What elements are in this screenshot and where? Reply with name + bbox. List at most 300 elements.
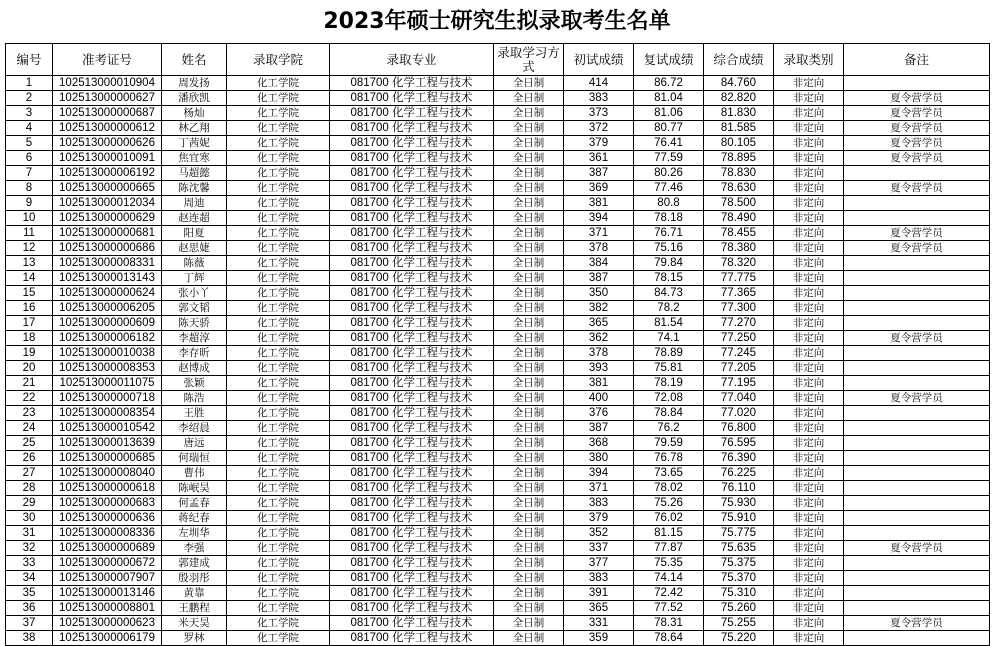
cell-major: 081700 化学工程与技术 (330, 151, 494, 166)
cell-remarks (844, 571, 990, 586)
cell-major: 081700 化学工程与技术 (330, 451, 494, 466)
cell-major: 081700 化学工程与技术 (330, 211, 494, 226)
cell-total-score: 78.490 (704, 211, 774, 226)
header-initial-score: 初试成绩 (564, 44, 634, 76)
cell-name: 焦宜寒 (162, 151, 227, 166)
cell-study-mode: 全日制 (494, 241, 564, 256)
header-index: 编号 (6, 44, 53, 76)
cell-study-mode: 全日制 (494, 271, 564, 286)
cell-exam-id: 102513000013143 (53, 271, 162, 286)
cell-exam-id: 102513000010038 (53, 346, 162, 361)
table-row (6, 271, 990, 286)
cell-college: 化工学院 (227, 151, 330, 166)
table-row (6, 406, 990, 421)
cell-index: 17 (6, 316, 53, 331)
cell-study-mode: 全日制 (494, 196, 564, 211)
cell-total-score: 77.205 (704, 361, 774, 376)
cell-study-mode: 全日制 (494, 331, 564, 346)
cell-college: 化工学院 (227, 241, 330, 256)
cell-retest-score: 78.2 (634, 301, 704, 316)
cell-major: 081700 化学工程与技术 (330, 481, 494, 496)
cell-exam-id: 102513000000627 (53, 91, 162, 106)
cell-remarks (844, 166, 990, 181)
cell-study-mode: 全日制 (494, 106, 564, 121)
cell-remarks: 夏令营学员 (844, 181, 990, 196)
cell-admission-type: 非定向 (774, 331, 844, 346)
table-body (6, 76, 990, 646)
cell-total-score: 76.110 (704, 481, 774, 496)
cell-name: 黄靠 (162, 586, 227, 601)
table-row (6, 166, 990, 181)
cell-remarks (844, 481, 990, 496)
cell-remarks: 夏令营学员 (844, 121, 990, 136)
cell-remarks (844, 301, 990, 316)
cell-college: 化工学院 (227, 91, 330, 106)
table-row (6, 121, 990, 136)
admission-table (5, 43, 990, 646)
cell-index: 28 (6, 481, 53, 496)
cell-retest-score: 75.81 (634, 361, 704, 376)
cell-remarks (844, 361, 990, 376)
cell-name: 何瑞恒 (162, 451, 227, 466)
cell-exam-id: 102513000000609 (53, 316, 162, 331)
cell-college: 化工学院 (227, 616, 330, 631)
cell-name: 陈沈馨 (162, 181, 227, 196)
cell-study-mode: 全日制 (494, 631, 564, 646)
cell-major: 081700 化学工程与技术 (330, 241, 494, 256)
cell-college: 化工学院 (227, 406, 330, 421)
cell-college: 化工学院 (227, 526, 330, 541)
header-major: 录取专业 (330, 44, 494, 76)
cell-initial-score: 378 (564, 241, 634, 256)
cell-name: 赵思婕 (162, 241, 227, 256)
cell-retest-score: 78.18 (634, 211, 704, 226)
cell-major: 081700 化学工程与技术 (330, 166, 494, 181)
cell-name: 丁茜妮 (162, 136, 227, 151)
table-row (6, 571, 990, 586)
cell-retest-score: 76.02 (634, 511, 704, 526)
cell-retest-score: 75.16 (634, 241, 704, 256)
cell-total-score: 84.760 (704, 76, 774, 91)
cell-total-score: 78.830 (704, 166, 774, 181)
cell-retest-score: 72.42 (634, 586, 704, 601)
cell-remarks (844, 466, 990, 481)
cell-admission-type: 非定向 (774, 181, 844, 196)
cell-name: 赵博成 (162, 361, 227, 376)
cell-retest-score: 81.06 (634, 106, 704, 121)
table-row (6, 151, 990, 166)
cell-admission-type: 非定向 (774, 421, 844, 436)
cell-college: 化工学院 (227, 361, 330, 376)
cell-exam-id: 102513000006179 (53, 631, 162, 646)
cell-remarks (844, 316, 990, 331)
cell-total-score: 77.365 (704, 286, 774, 301)
cell-name: 殷羽彤 (162, 571, 227, 586)
table-row (6, 511, 990, 526)
cell-index: 9 (6, 196, 53, 211)
cell-college: 化工学院 (227, 286, 330, 301)
table-row (6, 226, 990, 241)
cell-total-score: 77.775 (704, 271, 774, 286)
cell-index: 6 (6, 151, 53, 166)
table-row (6, 421, 990, 436)
cell-college: 化工学院 (227, 511, 330, 526)
cell-study-mode: 全日制 (494, 76, 564, 91)
cell-college: 化工学院 (227, 571, 330, 586)
cell-admission-type: 非定向 (774, 316, 844, 331)
cell-exam-id: 102513000013639 (53, 436, 162, 451)
cell-admission-type: 非定向 (774, 466, 844, 481)
cell-college: 化工学院 (227, 496, 330, 511)
cell-study-mode: 全日制 (494, 616, 564, 631)
cell-exam-id: 102513000007907 (53, 571, 162, 586)
cell-total-score: 78.455 (704, 226, 774, 241)
cell-initial-score: 371 (564, 226, 634, 241)
cell-retest-score: 80.77 (634, 121, 704, 136)
cell-retest-score: 78.19 (634, 376, 704, 391)
cell-initial-score: 365 (564, 601, 634, 616)
cell-initial-score: 382 (564, 301, 634, 316)
cell-study-mode: 全日制 (494, 391, 564, 406)
cell-college: 化工学院 (227, 601, 330, 616)
header-admission-type: 录取类别 (774, 44, 844, 76)
table-row (6, 586, 990, 601)
cell-name: 李绍晨 (162, 421, 227, 436)
cell-initial-score: 378 (564, 346, 634, 361)
cell-remarks (844, 601, 990, 616)
cell-exam-id: 102513000000626 (53, 136, 162, 151)
cell-major: 081700 化学工程与技术 (330, 526, 494, 541)
cell-exam-id: 102513000000618 (53, 481, 162, 496)
cell-study-mode: 全日制 (494, 586, 564, 601)
cell-index: 5 (6, 136, 53, 151)
cell-major: 081700 化学工程与技术 (330, 91, 494, 106)
cell-study-mode: 全日制 (494, 226, 564, 241)
cell-initial-score: 376 (564, 406, 634, 421)
cell-college: 化工学院 (227, 391, 330, 406)
cell-college: 化工学院 (227, 556, 330, 571)
cell-study-mode: 全日制 (494, 481, 564, 496)
cell-remarks (844, 436, 990, 451)
cell-college: 化工学院 (227, 586, 330, 601)
cell-exam-id: 102513000008801 (53, 601, 162, 616)
cell-admission-type: 非定向 (774, 571, 844, 586)
cell-initial-score: 414 (564, 76, 634, 91)
cell-index: 24 (6, 421, 53, 436)
cell-initial-score: 394 (564, 211, 634, 226)
table-row (6, 361, 990, 376)
cell-index: 10 (6, 211, 53, 226)
cell-admission-type: 非定向 (774, 601, 844, 616)
cell-index: 34 (6, 571, 53, 586)
cell-initial-score: 372 (564, 121, 634, 136)
cell-remarks (844, 496, 990, 511)
table-header-row (6, 44, 990, 76)
cell-retest-score: 78.84 (634, 406, 704, 421)
cell-admission-type: 非定向 (774, 481, 844, 496)
cell-initial-score: 383 (564, 571, 634, 586)
cell-admission-type: 非定向 (774, 241, 844, 256)
cell-total-score: 75.260 (704, 601, 774, 616)
cell-name: 陈薇 (162, 256, 227, 271)
cell-college: 化工学院 (227, 331, 330, 346)
cell-total-score: 75.220 (704, 631, 774, 646)
cell-index: 26 (6, 451, 53, 466)
cell-total-score: 77.270 (704, 316, 774, 331)
cell-total-score: 77.195 (704, 376, 774, 391)
cell-name: 李超淳 (162, 331, 227, 346)
cell-remarks: 夏令营学员 (844, 331, 990, 346)
cell-remarks: 夏令营学员 (844, 541, 990, 556)
cell-study-mode: 全日制 (494, 421, 564, 436)
cell-total-score: 78.500 (704, 196, 774, 211)
cell-index: 33 (6, 556, 53, 571)
table-row (6, 301, 990, 316)
table-row (6, 286, 990, 301)
cell-retest-score: 80.8 (634, 196, 704, 211)
cell-remarks: 夏令营学员 (844, 226, 990, 241)
cell-major: 081700 化学工程与技术 (330, 256, 494, 271)
cell-name: 李强 (162, 541, 227, 556)
cell-exam-id: 102513000000683 (53, 496, 162, 511)
cell-study-mode: 全日制 (494, 121, 564, 136)
cell-index: 20 (6, 361, 53, 376)
cell-retest-score: 77.52 (634, 601, 704, 616)
table-row (6, 331, 990, 346)
cell-initial-score: 381 (564, 376, 634, 391)
cell-admission-type: 非定向 (774, 151, 844, 166)
cell-total-score: 75.375 (704, 556, 774, 571)
cell-index: 12 (6, 241, 53, 256)
cell-retest-score: 77.59 (634, 151, 704, 166)
cell-initial-score: 371 (564, 481, 634, 496)
cell-major: 081700 化学工程与技术 (330, 571, 494, 586)
cell-name: 王胜 (162, 406, 227, 421)
cell-index: 16 (6, 301, 53, 316)
cell-remarks (844, 406, 990, 421)
cell-remarks (844, 196, 990, 211)
cell-study-mode: 全日制 (494, 361, 564, 376)
cell-remarks (844, 271, 990, 286)
cell-initial-score: 381 (564, 196, 634, 211)
cell-exam-id: 102513000010091 (53, 151, 162, 166)
cell-retest-score: 75.35 (634, 556, 704, 571)
cell-index: 23 (6, 406, 53, 421)
cell-initial-score: 359 (564, 631, 634, 646)
table-row (6, 541, 990, 556)
cell-study-mode: 全日制 (494, 256, 564, 271)
cell-remarks: 夏令营学员 (844, 136, 990, 151)
cell-total-score: 80.105 (704, 136, 774, 151)
cell-admission-type: 非定向 (774, 406, 844, 421)
cell-initial-score: 387 (564, 421, 634, 436)
cell-study-mode: 全日制 (494, 571, 564, 586)
cell-exam-id: 102513000008336 (53, 526, 162, 541)
cell-remarks (844, 346, 990, 361)
cell-college: 化工学院 (227, 226, 330, 241)
cell-remarks: 夏令营学员 (844, 106, 990, 121)
cell-study-mode: 全日制 (494, 301, 564, 316)
cell-retest-score: 78.31 (634, 616, 704, 631)
cell-index: 21 (6, 376, 53, 391)
cell-index: 38 (6, 631, 53, 646)
cell-admission-type: 非定向 (774, 391, 844, 406)
cell-admission-type: 非定向 (774, 361, 844, 376)
table-row (6, 526, 990, 541)
cell-college: 化工学院 (227, 76, 330, 91)
cell-remarks (844, 256, 990, 271)
cell-admission-type: 非定向 (774, 616, 844, 631)
cell-college: 化工学院 (227, 196, 330, 211)
cell-retest-score: 81.54 (634, 316, 704, 331)
header-total-score: 综合成绩 (704, 44, 774, 76)
cell-college: 化工学院 (227, 181, 330, 196)
cell-total-score: 78.630 (704, 181, 774, 196)
cell-study-mode: 全日制 (494, 211, 564, 226)
cell-college: 化工学院 (227, 256, 330, 271)
cell-major: 081700 化学工程与技术 (330, 391, 494, 406)
cell-total-score: 81.585 (704, 121, 774, 136)
cell-name: 李存昕 (162, 346, 227, 361)
cell-retest-score: 84.73 (634, 286, 704, 301)
cell-initial-score: 368 (564, 436, 634, 451)
cell-major: 081700 化学工程与技术 (330, 361, 494, 376)
cell-initial-score: 369 (564, 181, 634, 196)
cell-exam-id: 102513000000681 (53, 226, 162, 241)
cell-admission-type: 非定向 (774, 541, 844, 556)
header-retest-score: 复试成绩 (634, 44, 704, 76)
cell-admission-type: 非定向 (774, 301, 844, 316)
table-row (6, 466, 990, 481)
cell-total-score: 77.245 (704, 346, 774, 361)
cell-retest-score: 73.65 (634, 466, 704, 481)
cell-initial-score: 331 (564, 616, 634, 631)
cell-exam-id: 102513000000687 (53, 106, 162, 121)
cell-index: 14 (6, 271, 53, 286)
cell-retest-score: 78.15 (634, 271, 704, 286)
cell-index: 15 (6, 286, 53, 301)
table-row (6, 181, 990, 196)
cell-major: 081700 化学工程与技术 (330, 76, 494, 91)
cell-remarks: 夏令营学员 (844, 616, 990, 631)
cell-total-score: 75.635 (704, 541, 774, 556)
cell-retest-score: 76.41 (634, 136, 704, 151)
cell-college: 化工学院 (227, 436, 330, 451)
cell-name: 陈岷昊 (162, 481, 227, 496)
cell-initial-score: 394 (564, 466, 634, 481)
cell-major: 081700 化学工程与技术 (330, 466, 494, 481)
cell-major: 081700 化学工程与技术 (330, 631, 494, 646)
table-row (6, 316, 990, 331)
cell-initial-score: 379 (564, 136, 634, 151)
cell-total-score: 76.225 (704, 466, 774, 481)
cell-retest-score: 77.46 (634, 181, 704, 196)
cell-initial-score: 362 (564, 331, 634, 346)
table-row (6, 76, 990, 91)
cell-study-mode: 全日制 (494, 136, 564, 151)
cell-initial-score: 384 (564, 256, 634, 271)
table-row (6, 556, 990, 571)
cell-major: 081700 化学工程与技术 (330, 586, 494, 601)
cell-index: 27 (6, 466, 53, 481)
cell-retest-score: 81.15 (634, 526, 704, 541)
cell-exam-id: 102513000000623 (53, 616, 162, 631)
cell-major: 081700 化学工程与技术 (330, 556, 494, 571)
cell-retest-score: 78.64 (634, 631, 704, 646)
cell-admission-type: 非定向 (774, 106, 844, 121)
cell-study-mode: 全日制 (494, 316, 564, 331)
cell-admission-type: 非定向 (774, 376, 844, 391)
cell-exam-id: 102513000000718 (53, 391, 162, 406)
cell-remarks (844, 451, 990, 466)
cell-index: 8 (6, 181, 53, 196)
cell-study-mode: 全日制 (494, 91, 564, 106)
cell-admission-type: 非定向 (774, 166, 844, 181)
cell-college: 化工学院 (227, 301, 330, 316)
table-row (6, 616, 990, 631)
cell-major: 081700 化学工程与技术 (330, 601, 494, 616)
cell-total-score: 77.300 (704, 301, 774, 316)
table-row (6, 346, 990, 361)
cell-retest-score: 77.87 (634, 541, 704, 556)
cell-admission-type: 非定向 (774, 556, 844, 571)
cell-index: 37 (6, 616, 53, 631)
cell-initial-score: 350 (564, 286, 634, 301)
cell-exam-id: 102513000000624 (53, 286, 162, 301)
cell-retest-score: 75.26 (634, 496, 704, 511)
cell-exam-id: 102513000010904 (53, 76, 162, 91)
cell-major: 081700 化学工程与技术 (330, 121, 494, 136)
cell-study-mode: 全日制 (494, 376, 564, 391)
table-row (6, 481, 990, 496)
cell-initial-score: 377 (564, 556, 634, 571)
cell-retest-score: 78.02 (634, 481, 704, 496)
cell-major: 081700 化学工程与技术 (330, 616, 494, 631)
cell-admission-type: 非定向 (774, 286, 844, 301)
cell-index: 1 (6, 76, 53, 91)
cell-study-mode: 全日制 (494, 466, 564, 481)
cell-retest-score: 76.71 (634, 226, 704, 241)
cell-index: 35 (6, 586, 53, 601)
cell-college: 化工学院 (227, 136, 330, 151)
cell-remarks (844, 526, 990, 541)
header-remarks: 备注 (844, 44, 990, 76)
cell-major: 081700 化学工程与技术 (330, 271, 494, 286)
cell-name: 周迪 (162, 196, 227, 211)
cell-major: 081700 化学工程与技术 (330, 181, 494, 196)
cell-study-mode: 全日制 (494, 556, 564, 571)
cell-index: 3 (6, 106, 53, 121)
cell-retest-score: 79.59 (634, 436, 704, 451)
cell-major: 081700 化学工程与技术 (330, 136, 494, 151)
cell-total-score: 75.255 (704, 616, 774, 631)
cell-retest-score: 74.1 (634, 331, 704, 346)
cell-index: 32 (6, 541, 53, 556)
cell-major: 081700 化学工程与技术 (330, 436, 494, 451)
cell-total-score: 78.895 (704, 151, 774, 166)
cell-index: 36 (6, 601, 53, 616)
table-row (6, 376, 990, 391)
table-row (6, 91, 990, 106)
cell-admission-type: 非定向 (774, 256, 844, 271)
cell-college: 化工学院 (227, 376, 330, 391)
cell-name: 蒋纪春 (162, 511, 227, 526)
cell-study-mode: 全日制 (494, 601, 564, 616)
cell-total-score: 81.830 (704, 106, 774, 121)
cell-retest-score: 79.84 (634, 256, 704, 271)
cell-exam-id: 102513000000629 (53, 211, 162, 226)
cell-total-score: 78.320 (704, 256, 774, 271)
